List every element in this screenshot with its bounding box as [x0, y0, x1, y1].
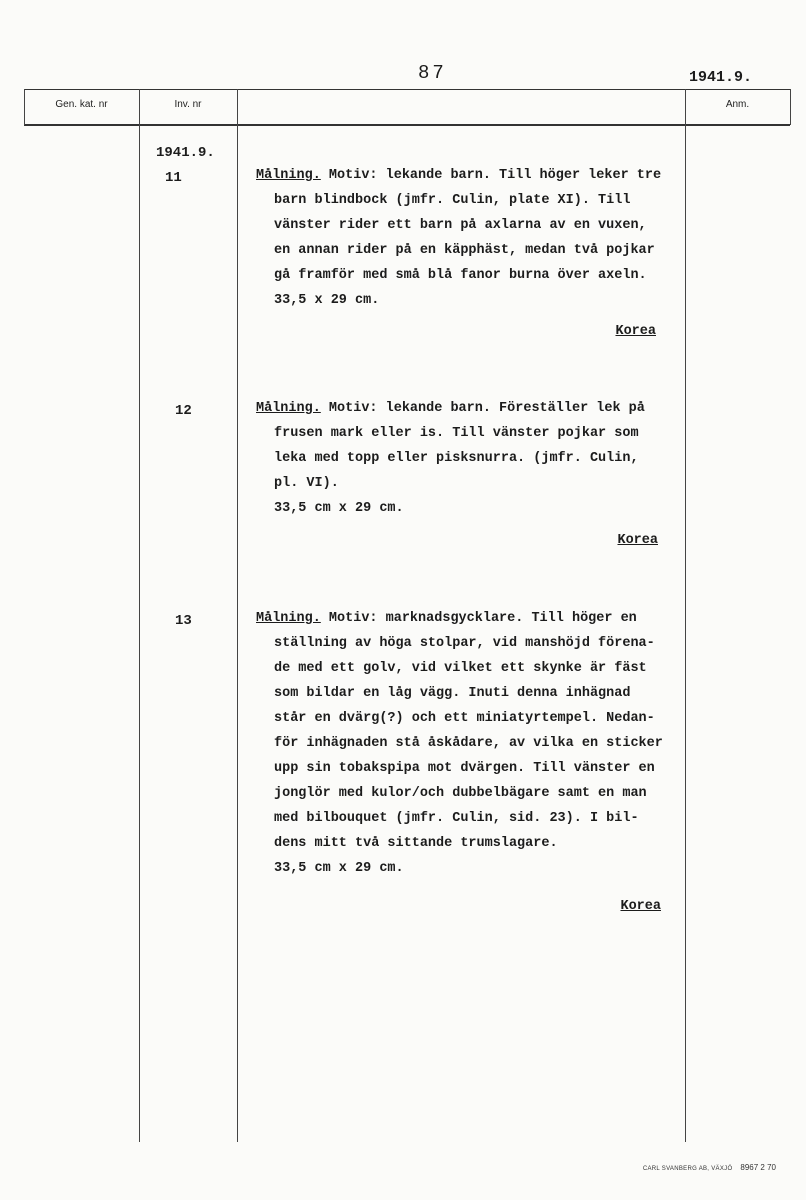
print-code: 8967 2 70: [740, 1163, 776, 1172]
entry-text-line: leka med topp eller pisksnurra. (jmfr. Culin,: [274, 451, 639, 466]
entry-text-line: 33,5 cm x 29 cm.: [274, 861, 404, 876]
entry-title: Målning.: [256, 168, 321, 183]
description-column-rule: [237, 89, 238, 1142]
origin-label: Korea: [617, 533, 658, 548]
entry-text-line: ställning av höga stolpar, vid manshöjd förena-: [274, 636, 655, 651]
origin-block: [256, 319, 656, 344]
entry-text-line: Motiv: lekande barn. Till höger leker tre: [328, 168, 662, 183]
catalog-year: 1941.9.: [689, 69, 753, 86]
inventory-number: 13: [175, 613, 192, 629]
entry-text-line: pl. VI).: [274, 476, 339, 491]
entry-text-line: vänster rider ett barn på axlarna av en vuxen,: [274, 218, 647, 233]
right-border-rule: [790, 89, 791, 125]
catalog-entry: [256, 606, 696, 881]
origin-block: [256, 528, 658, 553]
inventory-number: 12: [175, 403, 192, 419]
inv-column-rule: [139, 89, 140, 1142]
catalog-entry: [256, 163, 696, 313]
entry-text-line: Motiv: lekande barn. Föreställer lek på: [328, 401, 645, 416]
series-number: 1941.9.: [156, 145, 215, 161]
printer-name: CARL SVANBERG AB, VÄXJÖ: [642, 1166, 733, 1172]
entry-text-line: barn blindbock (jmfr. Culin, plate XI). Till: [274, 193, 631, 208]
printer-mark: [643, 1163, 776, 1172]
entry-text-line: en annan rider på en käpphäst, medan två pojkar: [274, 243, 655, 258]
entry-text-line: Motiv: marknadsgycklare. Till höger en: [328, 611, 637, 626]
page-number: 87: [418, 62, 447, 84]
entry-text-line: gå framför med små blå fanor burna över axeln.: [274, 268, 647, 283]
entry-text-line: de med ett golv, vid vilket ett skynke är fäst: [274, 661, 647, 676]
column-header-anm: Anm.: [725, 99, 750, 110]
entry-text-line: med bilbouquet (jmfr. Culin, sid. 23). I bil-: [274, 811, 639, 826]
entry-text-line: för inhägnaden stå åskådare, av vilka en sticker: [274, 736, 663, 751]
inventory-number: 11: [165, 170, 182, 186]
entry-text-line: dens mitt två sittande trumslagare.: [274, 836, 558, 851]
origin-label: Korea: [615, 324, 656, 339]
origin-block: [256, 894, 661, 919]
entry-title: Målning.: [256, 611, 321, 626]
entry-text-line: som bildar en låg vägg. Inuti denna inhägnad: [274, 686, 631, 701]
entry-text-line: står en dvärg(?) och ett miniatyrtempel. Nedan-: [274, 711, 655, 726]
entry-text-line: 33,5 cm x 29 cm.: [274, 501, 404, 516]
entry-text-line: upp sin tobakspipa mot dvärgen. Till vänster en: [274, 761, 655, 776]
column-header-inv: Inv. nr: [174, 99, 202, 110]
entry-text-line: frusen mark eller is. Till vänster pojkar som: [274, 426, 639, 441]
entry-text-line: 33,5 x 29 cm.: [274, 293, 380, 308]
catalog-entry: [256, 396, 696, 521]
entry-title: Målning.: [256, 401, 321, 416]
origin-label: Korea: [620, 899, 661, 914]
entry-text-line: jonglör med kulor/och dubbelbägare samt en man: [274, 786, 647, 801]
column-header-gen-kat: Gen. kat. nr: [55, 99, 108, 110]
